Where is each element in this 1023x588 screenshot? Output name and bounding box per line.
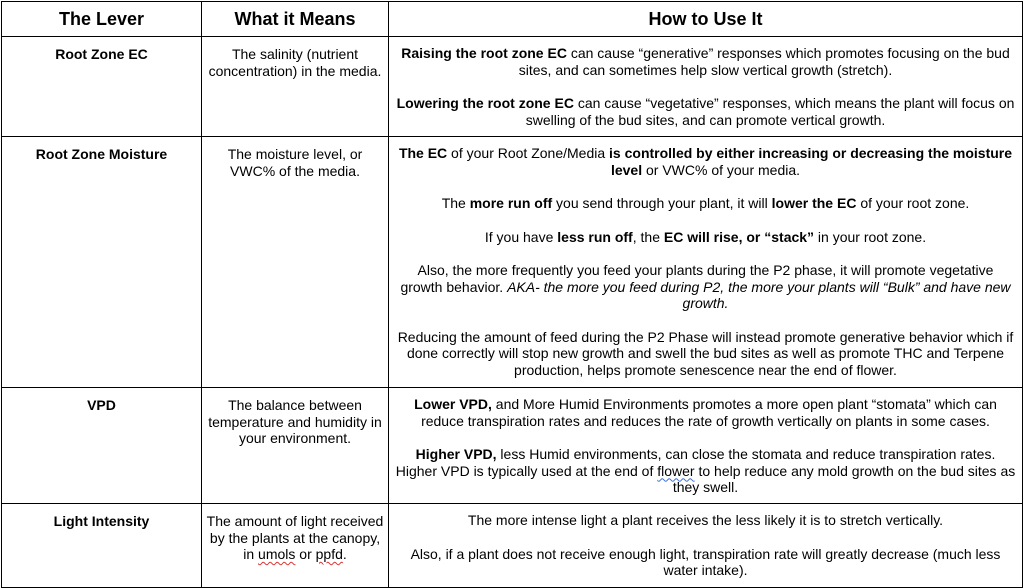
- text: can cause “generative” responses which promotes focusing on the bud sites, and can sometimes help slow vertical growth (stretch).: [518, 45, 1010, 78]
- italic-text: AKA- the more you feed during P2, the more your plants will “Bulk” and have new growth.: [507, 278, 1011, 311]
- bold-text: EC will rise, or “stack”: [663, 228, 815, 245]
- how-cell: [389, 388, 1023, 504]
- lever-cell: Root Zone EC: [2, 37, 202, 137]
- table-row-vpd: [2, 388, 1023, 504]
- text: The: [441, 195, 470, 211]
- bold-text: more run off: [469, 195, 553, 211]
- bold-text: less run off: [557, 228, 633, 245]
- table-row-root-zone-moisture: [2, 137, 1023, 388]
- means-cell: [202, 504, 389, 588]
- text: you send through your plant, it will: [552, 195, 772, 211]
- text: less Humid environments, can close the stomata and reduce transpiration rates. Higher VPD is typically used at the end of: [395, 446, 996, 479]
- header-lever: The Lever: [2, 2, 202, 37]
- header-means: What it Means: [202, 2, 389, 37]
- text: or VWC% of your media.: [642, 161, 801, 178]
- bold-text: The EC: [398, 145, 448, 161]
- means-cell: The moisture level, or VWC% of the media.: [202, 137, 389, 388]
- how-cell: [389, 137, 1023, 388]
- lever-cell: VPD: [2, 388, 202, 504]
- bold-text: Higher VPD,: [415, 446, 497, 462]
- text: in your root zone.: [814, 228, 927, 245]
- how-cell: [389, 504, 1023, 588]
- text: If you have: [484, 228, 558, 245]
- table-row-root-zone-ec: [2, 37, 1023, 137]
- spellcheck-word: flower: [657, 462, 695, 479]
- text: of your Root Zone/Media: [447, 145, 610, 161]
- how-paragraph: [395, 329, 1016, 379]
- how-paragraph: [395, 512, 1016, 529]
- how-paragraph: [395, 229, 1016, 246]
- text: to help reduce any mold growth on the bud sites as they swell.: [672, 462, 1016, 495]
- header-row: [2, 2, 1023, 37]
- how-paragraph: [395, 446, 1016, 496]
- bold-text: Lowering the root zone EC: [396, 95, 574, 111]
- bold-text: Lower VPD,: [414, 396, 492, 412]
- text: Also, the more frequently you feed your plants during the P2 phase, it will promote vegetative growth behavior.: [400, 262, 994, 295]
- text: of your root zone.: [856, 195, 970, 211]
- how-cell: [389, 37, 1023, 137]
- table-row-light-intensity: [2, 504, 1023, 588]
- lever-cell: Light Intensity: [2, 504, 202, 588]
- means-cell: The balance between temperature and humidity in your environment.: [202, 388, 389, 504]
- bold-text: Raising the root zone EC: [401, 45, 567, 61]
- means-cell: The salinity (nutrient concentration) in the media.: [202, 37, 389, 137]
- text: The more intense light a plant receives the less likely it is to stretch vertically.: [467, 512, 944, 528]
- how-paragraph: [395, 396, 1016, 429]
- text: and More Humid Environments promotes a more open plant “stomata” which can reduce transpiration rates and reduces the rate of growth vertically on plants in some cases.: [421, 396, 997, 429]
- text: , the: [632, 228, 664, 245]
- text: Reducing the amount of feed during the P2 Phase will instead promote generative behavior which if done correctly will stop new growth and swell the bud sites as well as promote THC and Terpene production, helps promote senescence near the end of flower.: [397, 328, 1014, 378]
- how-paragraph: [395, 145, 1016, 178]
- bold-text: is controlled by either increasing or decreasing the moisture level: [609, 145, 1013, 178]
- how-paragraph: [395, 95, 1016, 128]
- how-paragraph: [395, 262, 1016, 312]
- text: can cause “vegetative” responses, which means the plant will focus on swelling of the bud sites, and can promote vertical growth.: [525, 95, 1015, 128]
- how-paragraph: [395, 45, 1016, 78]
- how-paragraph: [395, 546, 1016, 579]
- spellcheck-word: ppfd: [315, 546, 343, 562]
- text: The amount of light received by the plants at the canopy, in: [206, 513, 384, 562]
- header-how: How to Use It: [389, 2, 1023, 37]
- text: .: [342, 546, 347, 562]
- how-paragraph: [395, 195, 1016, 212]
- spellcheck-word: umols: [258, 546, 296, 562]
- bold-text: lower the EC: [771, 195, 857, 211]
- lever-cell: Root Zone Moisture: [2, 137, 202, 388]
- text: Also, if a plant does not receive enough light, transpiration rate will greatly decrease (much less water intake).: [410, 545, 1001, 578]
- text: or: [295, 546, 316, 562]
- levers-table: [1, 1, 1023, 588]
